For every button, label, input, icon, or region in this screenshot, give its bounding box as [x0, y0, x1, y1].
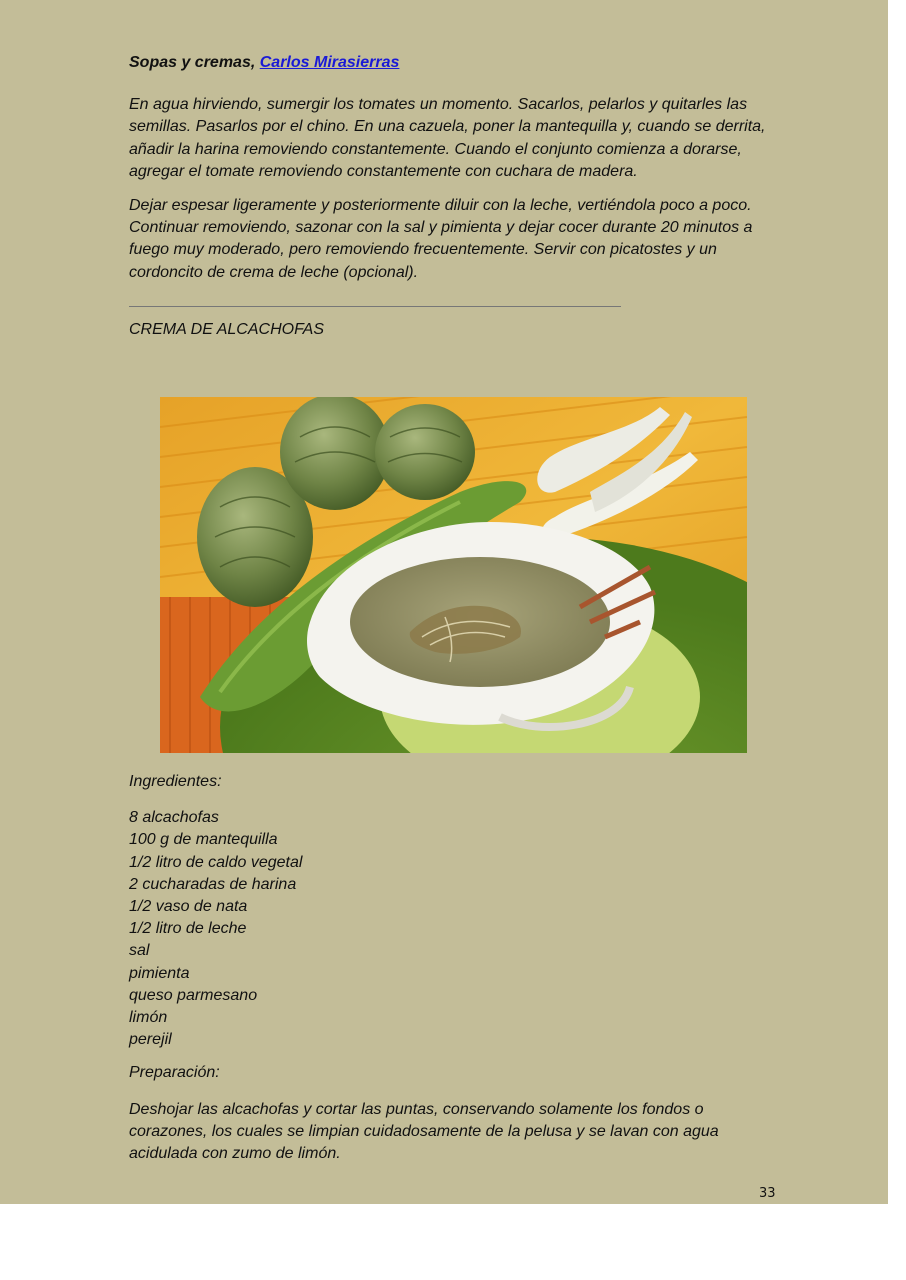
ingredient-item: limón: [129, 1009, 168, 1027]
ingredient-item: 1/2 vaso de nata: [129, 898, 248, 916]
ingredients-label: Ingredientes:: [129, 773, 222, 790]
artichoke-soup-photo: [160, 397, 747, 753]
ingredient-item: 1/2 litro de caldo vegetal: [129, 853, 303, 871]
section-title: CREMA DE ALCACHOFAS: [129, 321, 324, 339]
ingredient-item: 8 alcachofas: [129, 809, 219, 827]
ingredient-item: 2 cucharadas de harina: [129, 875, 297, 893]
page-number: 33: [759, 1186, 776, 1201]
ingredient-item: 100 g de mantequilla: [129, 831, 278, 849]
header-prefix: Sopas y cremas,: [129, 54, 260, 71]
intro-paragraph-2: Dejar espesar ligeramente y posteriormente diluir con la leche, vertiéndola poco a poco. Continuar removiendo, sazonar con la sal y pimienta y dejar cocer durante 20 minutos a fuego muy moderado, pero removiendo frecuentemente. Servir con picatostes y un cordoncito de crema de leche (opcional).: [129, 196, 753, 281]
preparation-label: Preparación:: [129, 1064, 220, 1082]
intro-paragraph-1: En agua hirviendo, sumergir los tomates un momento. Sacarlos, pelarlos y quitarles las semillas. Pasarlos por el chino. En una cazuela, poner la mantequilla y, cuando se derrita, añadir la harina removiendo constantemente. Cuando el conjunto comienza a dorarse, agregar el tomate removiendo constantemente con cuchara de madera.: [129, 96, 766, 181]
lower-content: [129, 771, 779, 1176]
ingredient-item: pimienta: [129, 964, 190, 982]
ingredient-item: queso parmesano: [129, 986, 258, 1004]
upper-content: [129, 50, 779, 347]
section-divider: [129, 306, 621, 307]
ingredient-item: perejil: [129, 1031, 172, 1049]
preparation-text: Deshojar las alcachofas y cortar las puntas, conservando solamente los fondos o corazones, los cuales se limpian cuidadosamente de la pelusa y se lavan con agua acidulada con zumo de limón.: [129, 1100, 719, 1163]
ingredient-item: sal: [129, 942, 150, 960]
ingredient-item: 1/2 litro de leche: [129, 920, 247, 938]
page-header: [129, 50, 779, 76]
author-link[interactable]: Carlos Mirasierras: [259, 54, 400, 71]
ingredients-list: [129, 807, 779, 1051]
